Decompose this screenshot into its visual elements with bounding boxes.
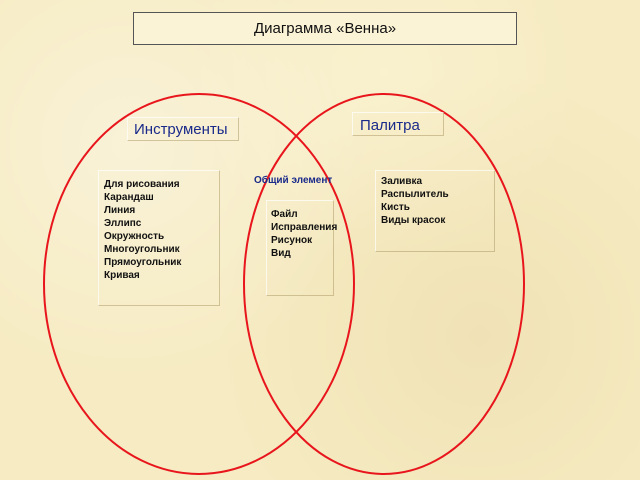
palette-list — [381, 175, 449, 227]
list-item: Эллипс — [104, 218, 142, 229]
list-item: Исправления — [271, 222, 338, 233]
list-item: Прямоугольник — [104, 257, 182, 268]
list-item: Виды красок — [381, 215, 446, 226]
list-item: Распылитель — [381, 189, 449, 200]
list-item: Окружность — [104, 231, 165, 242]
common-list — [271, 208, 337, 260]
list-item: Файл — [271, 209, 298, 220]
list-item: Для рисования — [104, 179, 180, 190]
list-item: Вид — [271, 248, 291, 259]
tools-list — [104, 178, 181, 282]
palette-set-label: Палитра — [360, 117, 420, 134]
diagram-title-text: Диаграмма «Венна» — [253, 20, 397, 37]
list-item: Рисунок — [271, 235, 313, 246]
list-item: Кривая — [104, 270, 140, 281]
list-item: Карандаш — [104, 192, 154, 203]
tools-set-label: Инструменты — [134, 121, 228, 138]
list-item: Многоугольник — [104, 244, 180, 255]
common-element-label: Общий элемент — [254, 175, 333, 186]
list-item: Линия — [104, 205, 136, 216]
list-item: Заливка — [381, 176, 423, 187]
list-item: Кисть — [381, 202, 410, 213]
